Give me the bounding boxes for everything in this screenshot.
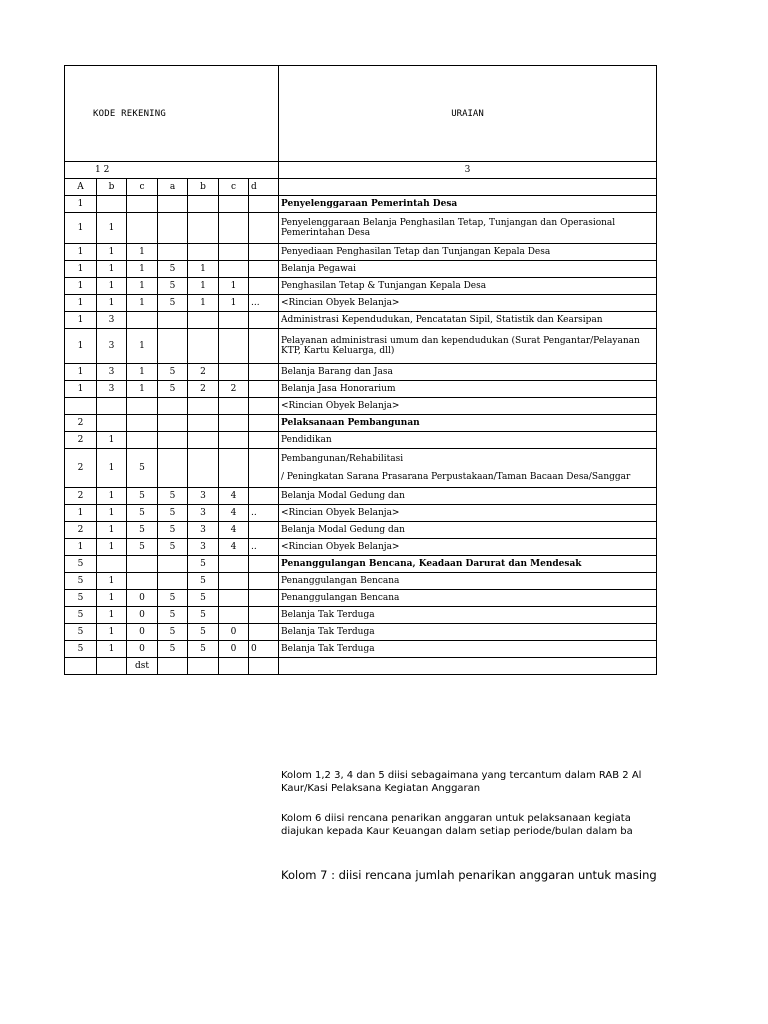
kode-cell [249,488,279,505]
table-row [65,449,657,488]
uraian-cell: Penyelenggaraan Pemerintah Desa [279,196,657,213]
table-row [65,607,657,624]
table-row [65,381,657,398]
kode-cell: 5 [158,261,188,278]
kode-cell [65,658,97,675]
kode-cell: 1 [65,381,97,398]
uraian-cell: Penanggulangan Bencana, Keadaan Darurat dan Mendesak [279,556,657,573]
note-kolom-6-line-2: diajukan kepada Kaur Keuangan dalam setiap periode/bulan dalam ba [281,826,633,837]
kode-cell: 1 [188,295,219,312]
kode-cell [127,556,158,573]
kode-cell: 0 [127,590,158,607]
table-row [65,312,657,329]
kode-cell: 1 [65,196,97,213]
column-letter: b [188,179,219,196]
kode-cell: 1 [127,295,158,312]
table-header-row [65,66,657,162]
column-letter: b [97,179,127,196]
column-letter-uraian [279,179,657,196]
kode-cell: 1 [97,244,127,261]
column-number-row [65,162,657,179]
kode-cell: 1 [97,641,127,658]
kode-cell: .. [249,539,279,556]
uraian-line: Pembangunan/Rehabilitasi [281,454,404,464]
kode-cell: 5 [127,522,158,539]
kode-cell: 5 [188,624,219,641]
table-row [65,278,657,295]
kode-cell: 5 [158,624,188,641]
table-row [65,295,657,312]
kode-cell: 5 [158,295,188,312]
kode-cell: 1 [97,295,127,312]
kode-cell [249,261,279,278]
kode-cell [127,196,158,213]
table-row [65,624,657,641]
kode-cell: 1 [188,261,219,278]
kode-cell [219,261,249,278]
kode-cell: 5 [158,641,188,658]
uraian-cell: Pelayanan administrasi umum dan kependudukan (Surat Pengantar/Pelayanan KTP, Kartu Keluarga, dll) [279,329,657,364]
kode-cell [127,432,158,449]
uraian-cell: Penanggulangan Bencana [279,573,657,590]
kode-cell [249,364,279,381]
column-letter: d [249,179,279,196]
kode-cell [249,556,279,573]
kode-cell: 5 [127,505,158,522]
kode-cell: 4 [219,539,249,556]
note-kolom-1-5-line-2: Kaur/Kasi Pelaksana Kegiatan Anggaran [281,783,481,794]
kode-cell [188,329,219,364]
kode-cell: 1 [65,244,97,261]
kode-cell: 0 [127,641,158,658]
kode-cell: 0 [249,641,279,658]
column-letter: A [65,179,97,196]
kode-cell [158,556,188,573]
kode-cell [219,329,249,364]
kode-cell [158,329,188,364]
kode-cell [219,213,249,244]
kode-cell [158,398,188,415]
kode-cell: 5 [127,449,158,488]
kode-cell [249,624,279,641]
kode-cell: ... [249,295,279,312]
kode-cell [249,573,279,590]
kode-cell [127,312,158,329]
kode-cell [158,573,188,590]
kode-cell [249,312,279,329]
kode-cell [158,213,188,244]
kode-cell: 5 [65,607,97,624]
kode-cell [65,398,97,415]
table-row [65,196,657,213]
kode-cell [249,213,279,244]
kode-cell [249,522,279,539]
note-kolom-6-line-1: Kolom 6 diisi rencana penarikan anggaran untuk pelaksanaan kegiata [281,813,631,824]
kode-cell [127,415,158,432]
uraian-cell: Pelaksanaan Pembangunan [279,415,657,432]
kode-cell: 3 [97,329,127,364]
kode-cell [158,432,188,449]
uraian-cell: Penghasilan Tetap & Tunjangan Kepala Desa [279,278,657,295]
kode-cell: 1 [97,261,127,278]
kode-cell: 5 [188,590,219,607]
kode-cell: 5 [158,488,188,505]
table-row [65,658,657,675]
kode-cell [188,449,219,488]
kode-cell: 1 [97,278,127,295]
kode-cell: 2 [188,381,219,398]
kode-cell [249,244,279,261]
kode-cell [219,573,249,590]
kode-cell [97,556,127,573]
kode-cell: 1 [97,573,127,590]
table-row [65,590,657,607]
kode-cell: dst [127,658,158,675]
kode-cell [249,278,279,295]
kode-cell [188,213,219,244]
note-kolom-1-5-line-1: Kolom 1,2 3, 4 dan 5 diisi sebagaimana yang tercantum dalam RAB 2 Al [281,770,642,781]
kode-cell: 5 [188,556,219,573]
uraian-cell: <Rincian Obyek Belanja> [279,539,657,556]
uraian-cell: Pendidikan [279,432,657,449]
uraian-cell: Administrasi Kependudukan, Pencatatan Sipil, Statistik dan Kearsipan [279,312,657,329]
uraian-cell: Belanja Jasa Honorarium [279,381,657,398]
table-row [65,432,657,449]
kode-cell: 1 [97,213,127,244]
kode-cell: 1 [127,244,158,261]
column-letter: a [158,179,188,196]
kode-cell: 5 [65,624,97,641]
kode-cell [97,398,127,415]
kode-cell: 0 [219,641,249,658]
kode-cell [219,244,249,261]
kode-cell [188,244,219,261]
table-row [65,329,657,364]
kode-cell: 1 [65,539,97,556]
kode-cell [219,364,249,381]
kode-cell: 5 [158,278,188,295]
uraian-cell: Penyediaan Penghasilan Tetap dan Tunjangan Kepala Desa [279,244,657,261]
kode-cell: 1 [97,449,127,488]
kode-cell: 5 [188,573,219,590]
kode-cell: 1 [97,590,127,607]
kode-cell: 5 [158,381,188,398]
kode-cell: 5 [158,522,188,539]
kode-cell [249,607,279,624]
kode-cell [219,415,249,432]
uraian-cell: Belanja Tak Terduga [279,624,657,641]
uraian-cell: Penanggulangan Bencana [279,590,657,607]
kode-cell: 2 [188,364,219,381]
kode-cell [97,658,127,675]
table-row [65,539,657,556]
kode-cell [188,432,219,449]
kode-cell: 5 [65,573,97,590]
kode-cell: 3 [188,522,219,539]
kode-cell [127,213,158,244]
kode-cell: 5 [65,590,97,607]
kode-cell: 3 [188,505,219,522]
note-kolom-7: Kolom 7 : diisi rencana jumlah penarikan anggaran untuk masing [281,868,657,882]
kode-cell: 2 [65,415,97,432]
kode-cell: 1 [127,364,158,381]
kode-cell [158,415,188,432]
kode-cell: 1 [127,381,158,398]
kode-cell [158,244,188,261]
table-row [65,573,657,590]
table-row [65,364,657,381]
kode-cell: 1 [127,278,158,295]
uraian-cell [279,658,657,675]
kode-cell: 5 [188,641,219,658]
kode-cell: 2 [65,488,97,505]
kode-cell [219,398,249,415]
kode-cell: .. [249,505,279,522]
kode-cell [219,432,249,449]
kode-cell [249,449,279,488]
uraian-cell: Belanja Tak Terduga [279,607,657,624]
kode-cell: 5 [127,539,158,556]
kode-cell: 5 [158,590,188,607]
column-letter: c [127,179,158,196]
uraian-line: / Peningkatan Sarana Prasarana Perpustakaan/Taman Bacaan Desa/Sanggar [281,472,631,482]
table-row [65,244,657,261]
kode-cell: 2 [65,522,97,539]
kode-cell [188,398,219,415]
kode-cell: 5 [158,539,188,556]
kode-cell: 1 [97,607,127,624]
kode-cell: 2 [219,381,249,398]
kode-cell: 1 [219,295,249,312]
kode-cell: 1 [65,278,97,295]
kode-cell [127,398,158,415]
kode-cell [219,590,249,607]
kode-cell [249,398,279,415]
kode-cell [249,432,279,449]
kode-cell: 3 [97,381,127,398]
kode-cell: 5 [65,641,97,658]
kode-cell: 1 [127,261,158,278]
kode-cell [219,607,249,624]
uraian-cell: Belanja Modal Gedung dan [279,522,657,539]
kode-cell [127,573,158,590]
kode-cell: 1 [97,488,127,505]
kode-cell: 1 [65,312,97,329]
column-number-kode: 1 2 [65,162,279,179]
kode-rekening-header: KODE REKENING [65,66,279,162]
table-row [65,522,657,539]
table-row [65,641,657,658]
uraian-cell: Belanja Modal Gedung dan [279,488,657,505]
kode-cell [188,658,219,675]
kode-cell: 3 [97,312,127,329]
table-row [65,213,657,244]
kode-cell: 1 [97,505,127,522]
kode-cell: 5 [158,505,188,522]
kode-cell: 1 [65,364,97,381]
kode-cell: 2 [65,432,97,449]
kode-cell: 4 [219,522,249,539]
kode-cell [97,415,127,432]
uraian-cell [279,449,657,488]
column-number-uraian: 3 [279,162,657,179]
kode-cell: 1 [97,432,127,449]
table-row [65,398,657,415]
kode-cell: 1 [219,278,249,295]
kode-cell: 1 [65,329,97,364]
kode-cell [188,312,219,329]
kode-cell: 5 [65,556,97,573]
kode-cell: 0 [127,624,158,641]
kode-cell: 0 [127,607,158,624]
kode-cell [249,590,279,607]
kode-cell: 2 [65,449,97,488]
uraian-cell: <Rincian Obyek Belanja> [279,295,657,312]
kode-cell [188,415,219,432]
uraian-cell: Belanja Barang dan Jasa [279,364,657,381]
kode-cell [158,449,188,488]
kode-cell [219,196,249,213]
kode-cell: 1 [97,522,127,539]
kode-cell: 1 [127,329,158,364]
kode-cell [219,658,249,675]
kode-cell: 1 [188,278,219,295]
uraian-cell: <Rincian Obyek Belanja> [279,505,657,522]
kode-cell [158,658,188,675]
kode-cell [219,556,249,573]
uraian-cell: Penyelenggaraan Belanja Penghasilan Tetap, Tunjangan dan Operasional Pemerintahan Desa [279,213,657,244]
kode-cell: 4 [219,488,249,505]
kode-cell: 5 [158,364,188,381]
kode-cell: 5 [188,607,219,624]
table-row [65,261,657,278]
kode-cell [249,381,279,398]
kode-cell: 1 [65,261,97,278]
kode-cell [188,196,219,213]
kode-cell: 4 [219,505,249,522]
kode-rekening-table [64,65,657,675]
kode-cell [249,196,279,213]
column-letter: c [219,179,249,196]
kode-cell [219,449,249,488]
table-row [65,488,657,505]
kode-cell: 1 [97,539,127,556]
kode-cell [219,312,249,329]
table-row [65,556,657,573]
kode-cell: 3 [188,539,219,556]
kode-cell [249,658,279,675]
kode-cell: 1 [65,295,97,312]
kode-cell [249,415,279,432]
kode-cell: 0 [219,624,249,641]
kode-cell: 1 [65,213,97,244]
uraian-cell: Belanja Pegawai [279,261,657,278]
kode-cell [158,196,188,213]
uraian-cell: <Rincian Obyek Belanja> [279,398,657,415]
kode-cell: 1 [65,505,97,522]
kode-cell: 3 [188,488,219,505]
kode-cell: 5 [158,607,188,624]
column-letter-row [65,179,657,196]
kode-cell [249,329,279,364]
uraian-cell: Belanja Tak Terduga [279,641,657,658]
kode-cell: 5 [127,488,158,505]
table-row [65,415,657,432]
kode-cell [158,312,188,329]
table-row [65,505,657,522]
kode-cell: 1 [97,624,127,641]
uraian-header: URAIAN [279,66,657,162]
kode-cell [97,196,127,213]
kode-cell: 3 [97,364,127,381]
